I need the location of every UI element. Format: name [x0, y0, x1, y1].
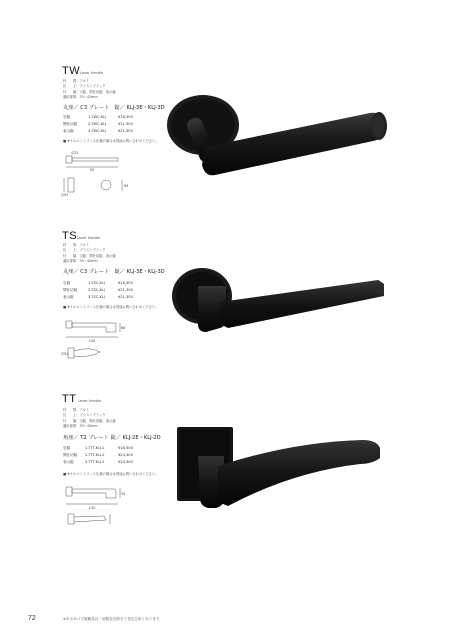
price: ¥21,300	[118, 288, 133, 292]
spec-line: 材 質：アルミ	[63, 408, 90, 412]
plate-lock-title: 丸座／ C3 プレート 錠／ KLJ-3E・KLJ-3D	[63, 105, 165, 111]
note: ■ ※ケルエントランス仕様の場合は別途お問い合わせください。	[63, 139, 159, 143]
lock-type: 間仕切錠	[63, 453, 78, 457]
dim-depth: 52	[121, 492, 126, 496]
spec-line: 仕 上：ブラストブラック	[63, 84, 106, 89]
model-number: 3-TSC-KLJ	[88, 295, 105, 299]
product-subtitle: Lever Handle	[77, 236, 101, 240]
spec-line: 付 属：空錠、間仕切錠、表示錠	[63, 418, 116, 423]
spec-list	[63, 408, 116, 429]
price: ¥24,300	[118, 460, 133, 464]
price: ¥16,300	[118, 115, 133, 119]
dim-shaft: ∅22	[71, 151, 79, 155]
lock-type: 表示錠	[63, 460, 74, 464]
spec-line: 付 属：空錠、間仕切錠、表示錠	[63, 253, 116, 258]
dimension-drawing	[60, 484, 140, 528]
lock-type: 表示錠	[63, 129, 74, 133]
model-number: 3-TWC-KLJ	[88, 129, 107, 133]
dim-depth: 68	[121, 326, 126, 330]
price: ¥16,300	[118, 281, 133, 285]
lock-type: 間仕切錠	[63, 122, 78, 126]
spec-line: 付 属：空錠、間仕切錠、表示錠	[63, 89, 116, 94]
dim-depth: 64	[124, 184, 129, 188]
product-subtitle: Lever Handle	[80, 71, 104, 75]
dim-rose: ∅52	[61, 352, 69, 356]
lock-type: 空錠	[63, 446, 71, 450]
spec-line: 適用扉厚：33～42mm	[63, 423, 98, 428]
plate-lock-title: 角座／ T2 プレート 錠／ KLJ-2E・KLJ-2D	[63, 435, 161, 441]
product-subtitle: Lever Handle	[78, 399, 102, 403]
dim-width: 130	[88, 506, 96, 510]
product-code: TW	[62, 65, 81, 77]
dim-width: 150	[88, 339, 96, 343]
model-number: 2-TSC-KLJ	[88, 288, 105, 292]
lock-type: 表示錠	[63, 295, 74, 299]
price: ¥21,300	[118, 122, 133, 126]
spec-line: 材 質：アルミ	[63, 79, 90, 83]
product-code: TT	[62, 393, 77, 405]
dim-width: 50	[89, 168, 95, 172]
price: ¥21,300	[118, 129, 133, 133]
lock-type: 間仕切錠	[63, 288, 78, 292]
model-number: 1-TTT-KLJ-2	[85, 446, 105, 450]
spec-line: 仕 上：ブラストブラック	[63, 413, 106, 418]
model-number: 2-TTT-KLJ-2	[85, 453, 105, 457]
price: ¥24,300	[118, 453, 133, 457]
spec-line: 仕 上：ブラストブラック	[63, 248, 106, 253]
price-table	[63, 446, 153, 470]
plate-lock-title: 丸座／ C3 プレート 錠／ KLJ-3E・KLJ-3D	[63, 269, 165, 275]
lock-type: 空錠	[63, 281, 71, 285]
spec-line: 適用扉厚：33～42mm	[63, 258, 98, 263]
lock-type: 空錠	[63, 115, 71, 119]
model-number: 1-TSC-KLJ	[88, 281, 105, 285]
price: ¥21,300	[118, 295, 133, 299]
spec-line: 材 質：アルミ	[63, 243, 90, 247]
lever-handle-photo-tt	[172, 422, 392, 522]
dim-rose: ∅52	[61, 193, 69, 197]
note: ■ ※ケルエントランス仕様の場合は別途お問い合わせください。	[63, 472, 159, 476]
price: ¥16,300	[118, 446, 133, 450]
product-code: TS	[62, 230, 78, 242]
note: ■ ※ケルエントランス仕様の場合は別途お問い合わせください。	[63, 305, 159, 309]
model-number: 2-TWC-KLJ	[88, 122, 107, 126]
footer-note: ※本カタログ掲載品は一部製品を除きて受注生産となります。	[63, 617, 163, 621]
page-number: 72	[28, 615, 36, 622]
model-number: 3-TTT-KLJ-2	[85, 460, 105, 464]
spec-line: 適用扉厚：33～42mm	[63, 94, 98, 99]
model-number: 1-TWC-KLJ	[88, 115, 107, 119]
